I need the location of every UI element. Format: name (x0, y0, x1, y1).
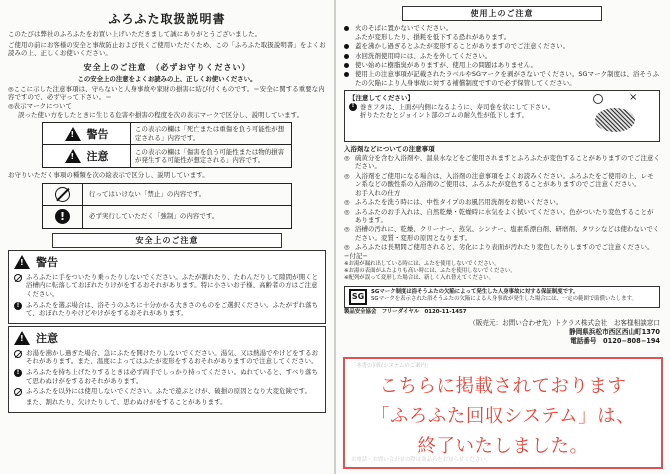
warning-box (8, 250, 326, 324)
caution-item: お湯を沸かし過ぎた場合、急にふたを開けたりしないでください。湯気、又は熱湯でやけどをするおそれがあります。また、温度によってはふたが変形をするおそれがありますので注意してください。 (14, 349, 320, 366)
prohibited-row (43, 184, 291, 206)
sg-mark-box (344, 286, 660, 308)
list-item: ◎ 硫黄分を含む入浴剤や、温泉水などをご使用されますとふろふたが変色することがありますのでご注意ください。 (344, 153, 660, 171)
discontinued-message-line-3: 終了いたしました。 (417, 436, 589, 457)
warning-triangle-icon: ! (65, 127, 81, 141)
discontinued-notice-overlay (343, 357, 663, 469)
left-column (0, 0, 334, 474)
safety-note-2: ◎表示マークについて (8, 101, 72, 110)
warning-level-desc: この表示の欄は「死亡または重傷を負う可能性が想定される」内容です。 (135, 125, 285, 142)
appendix-line: ※配列が誤って変形した場合は、新しく入れ替えてください。 (344, 275, 495, 282)
warning-item: ! ふろふたを選ぶ場合は、浴そうのふちに十分かかる大きさのものをご選択ください。ふたがずれ落ちて、おぼれたりやけどやけがをするおそれがあります。 (14, 301, 320, 318)
caution-item: ふろふたを以外には使用しないでください。ふたで遊ぶとけが、破損の原因となり大変危険です。 (14, 387, 320, 396)
ok-circle-icon (593, 94, 603, 104)
mandatory-icon: ! (55, 209, 70, 224)
notice-box: 【注意してください】 ! 巻きフタは、上面が内側になるように、寿司巻を状にして下さい。 折りたたむとジョイント部のゴムの耐久性が低下します。 × (344, 90, 660, 142)
caution-box-label: 注意 (36, 331, 58, 345)
prohibited-desc: 行ってはいけない「禁止」の内容です。 (89, 189, 206, 198)
bullet-icon (344, 72, 349, 77)
list-item: お手入れの仕方 (355, 189, 401, 198)
contact-line-2: 静岡県浜松市西区西山町1370 (569, 327, 660, 336)
warning-level-table (42, 122, 292, 168)
intro-line-1: このたびは弊社のふろふたをお買い上げいただきまして誠にありがとうございました。 (8, 30, 262, 38)
safety-banner: 安全上のご注意 (52, 233, 282, 248)
intro-line-2: ご使用の前にお客様の安全と事故防止および長くご使用いただくため、この「ふろふた取扱説明書」をよくお読みの上、正しくお使いください。 (8, 40, 326, 58)
mandatory-icon: ! (14, 302, 22, 310)
appendix-line: ※お湯の表面がふたよりも高い時には、ふたを使用しないでください。 (344, 268, 516, 275)
list-item: 蓋を沸かし過ぎるとふたが変形することがありますのでご注意ください。 (344, 42, 660, 51)
list-item: ◎ 入浴剤をご使用になる場合は、入浴剤の注意事項をよくお読みください。ふろふたをご使用の上、レモン系などの酸性系の入浴剤のご使用は、ふろふたが変色することがありますのでご注意ください。 (344, 171, 654, 189)
safety-heading: 安全上のご注意 （必ずお守りください） (83, 62, 251, 72)
list-item: 使い始めに樹脂臭がありますが、使用上の問題はありません。 (344, 61, 660, 70)
list-item: 水回洗剤使用時には、ふたを外してください。 (344, 52, 660, 61)
mandatory-desc: 必ず実行していただく「強制」の内容です。 (89, 212, 219, 221)
warning-item: ふろふたに手をついたり乗ったりしないでください。ふたが割れたり、たわんだりして隙間が開くと浴槽内に転落しておぼれたりけがをするおそれがあります。特に小さいお子様、高齢者の方はご注意ください。 (14, 273, 320, 299)
contact-phone: 電話番号 0120−808−194 (570, 336, 660, 345)
contact-line-1: （販売元：お問い合わせ先）トクラス株式会社 お客様相談窓口 (469, 318, 660, 327)
safety-note-3: 誤った使い方をしたときに生じる危害や損害の程度を次の表示マークで区分し、説明しています。 (18, 110, 304, 119)
caution-item: ! ふろふたを持ち上げたりするときは必ず両手でしっかり持ってください。ぬれていると、すべり落ちて思わぬけがをするおそれがあります。 (14, 368, 320, 385)
usage-heading: 使用上のご注意 (402, 6, 602, 21)
mandatory-icon: ! (349, 103, 357, 111)
mandatory-row (43, 206, 291, 228)
warning-level-row (43, 123, 291, 145)
contact-address (344, 319, 660, 346)
caution-level-desc: この表示の欄は「傷害を負う可能性または物的損害が発生する可能性が想定される」内容です。 (135, 147, 285, 165)
list-item: 使用上の注意事項が記載されたラベルやSGマークを剥がさないでください。SGマーク制度は、浴そうふたの欠陥により人身事故に対する補償制度ですので必ず保管してください。 (344, 70, 660, 87)
list-item: ◎ ふろふたのお手入れは、自然乾燥・乾燥時に水気をよく拭いてください。色がついたり変色することがあります。 (344, 207, 654, 225)
rolled-lid-illustration (585, 94, 655, 138)
list-item: 火のそばに置かないでください。 (344, 24, 660, 33)
prohibited-icon (14, 388, 22, 396)
caution-box-triangle-icon: ! (14, 331, 30, 345)
overlay-faint-footer: お電話・お問い合わせの際は商品名をお知らせください。 (351, 456, 491, 463)
overlay-faint-heading: 「本書の回収システムのご案内」 (351, 363, 432, 369)
bullet-icon (344, 26, 349, 31)
safety-note-1: ◎ここに示した注意事項は、守らないと人身事故や家財の損害に結び付くものです。＝安全に関する重要な内容ですので、必ず守って下さい。＝ (8, 84, 325, 102)
mandatory-icon: ! (14, 369, 22, 377)
care-heading: 入浴剤などについての注意事項 (344, 145, 435, 154)
list-item: ふたが変形したり、損耗を低下する恐れがあります。 (355, 33, 511, 42)
list-item: ◎ ふろふたを洗う時には、中性タイプのお風呂用洗剤をお使いください。 (344, 198, 563, 207)
bullet-icon (344, 44, 349, 49)
bullet-icon (344, 63, 349, 68)
warning-box-label: 警告 (36, 255, 58, 269)
discontinued-message-line-1: こちらに掲載されております (379, 376, 627, 397)
symbols-intro: お守りいただく事項の種類を次の絵表示で区分し、説明しています。 (8, 171, 209, 180)
sg-mark-logo: SG (349, 289, 367, 305)
safety-subheading: この安全上の注意をよくお読みの上、正しくお使いください。 (77, 74, 257, 83)
sg-sub: SGマークを表示された浴そうふたの欠陥による人身事故が発生した場合には、一定の範囲で賠償いたします。 (371, 295, 637, 302)
maker-line: 製品安全協会 フリーダイヤル 0120-11-1457 (344, 308, 467, 315)
warning-box-triangle-icon: ! (14, 255, 30, 269)
discontinued-message (345, 372, 661, 462)
bullet-icon (344, 54, 349, 59)
appendix-heading: −付記− (344, 252, 368, 261)
appendix-line: ※お湯が漏れ出している時には、ふたを使用しないでください。 (344, 261, 500, 267)
list-item: ◎ 浴槽の汚れに、乾燥、クリーナー、蒸気、シンナー、塩素系漂白剤、研磨剤、タワシなどは使わないでください。変質・変形の原因となります。 (344, 225, 660, 243)
caution-item: また、割れたり、欠けたりして、思わぬけがをすることがあります。 (26, 398, 227, 407)
care-list (344, 154, 660, 252)
rolled-lid-graphic (595, 108, 635, 132)
discontinued-message-line-2: 「ふろふた回収システム」は、 (370, 406, 636, 427)
sg-heading: SGマーク制度は浴そうふたの欠陥によって発生した人身事故に対する保証制度です。 (371, 288, 579, 295)
symbol-table (42, 183, 292, 229)
caution-triangle-icon: ! (65, 149, 81, 163)
warning-level-label: 警告 (86, 127, 109, 141)
caution-level-label: 注意 (86, 150, 109, 164)
caution-level-row (43, 145, 291, 167)
prohibited-icon (14, 350, 22, 358)
ng-x-icon: × (629, 92, 638, 104)
prohibited-icon (55, 187, 70, 202)
usage-list (344, 24, 660, 87)
list-item: ◎ ふろふたは長期間ご使用されると、劣化により表面が汚れたり変色したりしますのでご注意ください。 (344, 243, 654, 252)
notice-heading: 【注意してください】 (349, 94, 414, 103)
prohibited-icon (14, 274, 22, 282)
caution-box (8, 326, 326, 413)
document-title: ふろふた取扱説明書 (108, 12, 226, 26)
